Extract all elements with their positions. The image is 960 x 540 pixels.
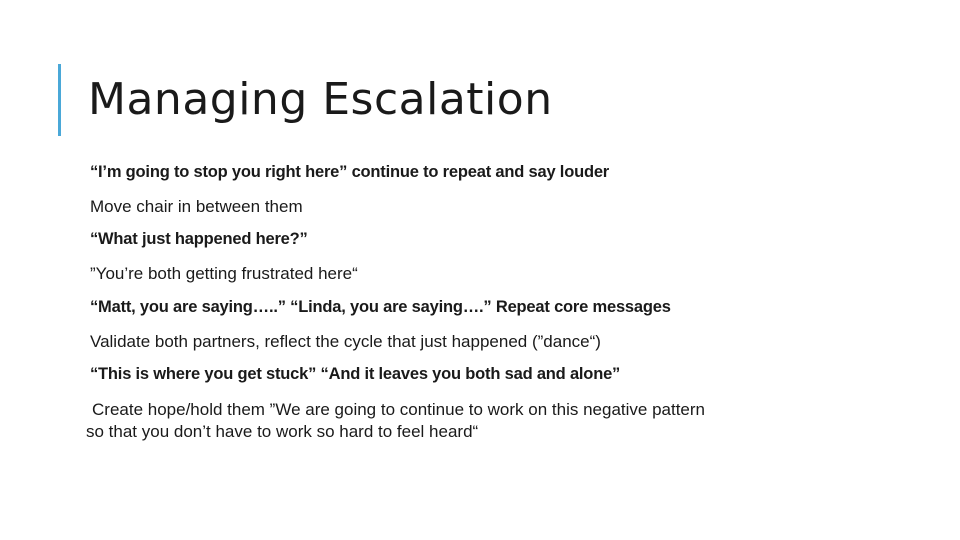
bullet-line-6: Validate both partners, reflect the cycle that just happened (”dance“) <box>90 332 601 351</box>
bullet-line-5: “Matt, you are saying…..” “Linda, you are saying….” Repeat core messages <box>90 298 671 316</box>
bullet-line-1: “I’m going to stop you right here” continue to repeat and say louder <box>90 163 610 181</box>
bullet-line-8-part-1: Create hope/hold them ”We are going to continue to work on this negative pattern <box>92 400 706 419</box>
bullet-line-3: “What just happened here?” <box>90 230 308 248</box>
bullet-line-8 <box>86 399 866 443</box>
title-accent-bar <box>58 64 61 136</box>
bullet-line-2: Move chair in between them <box>90 197 303 216</box>
bullet-line-4: ”You’re both getting frustrated here“ <box>90 264 358 283</box>
slide-title: Managing Escalation <box>88 74 553 125</box>
bullet-line-8-part-2: so that you don’t have to work so hard to feel heard“ <box>86 422 479 441</box>
bullet-line-7: “This is where you get stuck” “And it leaves you both sad and alone” <box>90 365 621 383</box>
